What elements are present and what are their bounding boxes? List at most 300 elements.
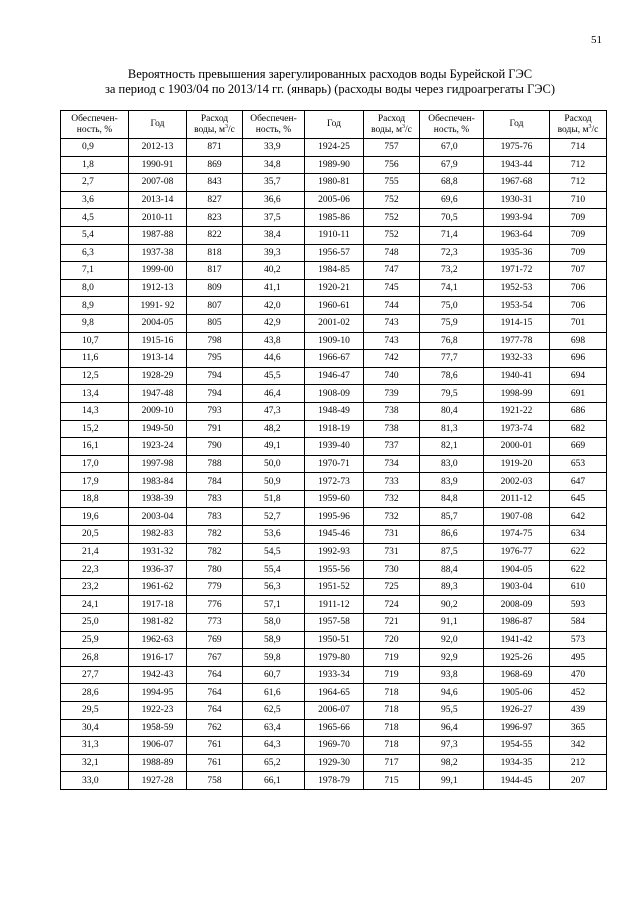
table-row xyxy=(61,332,607,350)
cell-flow: 733 xyxy=(364,473,420,491)
cell-probability: 92,9 xyxy=(420,649,484,667)
cell-flow: 739 xyxy=(364,385,420,403)
cell-year: 1908-09 xyxy=(305,385,364,403)
cell-flow: 805 xyxy=(187,314,243,332)
cell-probability: 57,1 xyxy=(243,596,305,614)
cell-flow: 731 xyxy=(364,526,420,544)
cell-year: 1989-90 xyxy=(305,156,364,174)
cell-probability: 86,6 xyxy=(420,526,484,544)
cell-year: 1990-91 xyxy=(129,156,187,174)
cell-flow: 725 xyxy=(364,578,420,596)
cell-year: 1923-24 xyxy=(129,438,187,456)
cell-flow: 740 xyxy=(364,367,420,385)
cell-flow: 709 xyxy=(550,226,607,244)
cell-probability: 85,7 xyxy=(420,508,484,526)
cell-probability: 72,3 xyxy=(420,244,484,262)
cell-probability: 33,0 xyxy=(61,772,129,790)
table-row xyxy=(61,614,607,632)
cell-flow: 365 xyxy=(550,719,607,737)
cell-flow: 822 xyxy=(187,226,243,244)
cell-year: 1956-57 xyxy=(305,244,364,262)
table-row xyxy=(61,631,607,649)
cell-year: 1954-55 xyxy=(484,737,550,755)
cell-probability: 52,7 xyxy=(243,508,305,526)
cell-year: 1967-68 xyxy=(484,174,550,192)
cell-probability: 25,9 xyxy=(61,631,129,649)
cell-probability: 19,6 xyxy=(61,508,129,526)
cell-flow: 752 xyxy=(364,191,420,209)
table-row xyxy=(61,719,607,737)
cell-flow: 818 xyxy=(187,244,243,262)
cell-year: 1984-85 xyxy=(305,262,364,280)
cell-flow: 817 xyxy=(187,262,243,280)
cell-probability: 80,4 xyxy=(420,402,484,420)
cell-flow: 669 xyxy=(550,438,607,456)
cell-probability: 34,8 xyxy=(243,156,305,174)
cell-year: 1931-32 xyxy=(129,543,187,561)
cell-year: 1968-69 xyxy=(484,666,550,684)
table-row xyxy=(61,402,607,420)
cell-year: 1985-86 xyxy=(305,209,364,227)
cell-flow: 788 xyxy=(187,455,243,473)
page-number: 51 xyxy=(591,34,602,46)
cell-probability: 14,3 xyxy=(61,402,129,420)
table-row xyxy=(61,772,607,790)
cell-year: 1947-48 xyxy=(129,385,187,403)
cell-year: 1929-30 xyxy=(305,754,364,772)
cell-probability: 49,1 xyxy=(243,438,305,456)
cell-year: 1951-52 xyxy=(305,578,364,596)
cell-year: 1914-15 xyxy=(484,314,550,332)
cell-year: 1903-04 xyxy=(484,578,550,596)
cell-probability: 98,2 xyxy=(420,754,484,772)
cell-probability: 46,4 xyxy=(243,385,305,403)
cell-probability: 59,8 xyxy=(243,649,305,667)
table-row xyxy=(61,262,607,280)
cell-probability: 30,4 xyxy=(61,719,129,737)
cell-year: 1953-54 xyxy=(484,297,550,315)
cell-flow: 719 xyxy=(364,649,420,667)
cell-year: 1955-56 xyxy=(305,561,364,579)
header-year: Год xyxy=(129,111,187,139)
cell-probability: 90,2 xyxy=(420,596,484,614)
cell-flow: 780 xyxy=(187,561,243,579)
cell-flow: 701 xyxy=(550,314,607,332)
cell-year: 2013-14 xyxy=(129,191,187,209)
cell-year: 1919-20 xyxy=(484,455,550,473)
cell-probability: 38,4 xyxy=(243,226,305,244)
cell-flow: 761 xyxy=(187,754,243,772)
cell-year: 1907-08 xyxy=(484,508,550,526)
cell-year: 1976-77 xyxy=(484,543,550,561)
cell-flow: 752 xyxy=(364,209,420,227)
cell-year: 1958-59 xyxy=(129,719,187,737)
cell-year: 1979-80 xyxy=(305,649,364,667)
table-row xyxy=(61,737,607,755)
cell-probability: 10,7 xyxy=(61,332,129,350)
header-flow: Расход воды, $м^3/с$ xyxy=(364,111,420,139)
cell-year: 1927-28 xyxy=(129,772,187,790)
cell-year: 1981-82 xyxy=(129,614,187,632)
cell-flow: 622 xyxy=(550,543,607,561)
cell-probability: 73,2 xyxy=(420,262,484,280)
cell-flow: 823 xyxy=(187,209,243,227)
cell-probability: 25,0 xyxy=(61,614,129,632)
cell-flow: 212 xyxy=(550,754,607,772)
cell-flow: 827 xyxy=(187,191,243,209)
cell-flow: 807 xyxy=(187,297,243,315)
cell-probability: 92,0 xyxy=(420,631,484,649)
cell-year: 2002-03 xyxy=(484,473,550,491)
cell-year: 1915-16 xyxy=(129,332,187,350)
cell-probability: 2,7 xyxy=(61,174,129,192)
cell-year: 1934-35 xyxy=(484,754,550,772)
cell-year: 1999-00 xyxy=(129,262,187,280)
table-row xyxy=(61,508,607,526)
cell-probability: 22,3 xyxy=(61,561,129,579)
cell-flow: 758 xyxy=(187,772,243,790)
cell-flow: 794 xyxy=(187,367,243,385)
cell-flow: 764 xyxy=(187,702,243,720)
cell-year: 1910-11 xyxy=(305,226,364,244)
cell-year: 1904-05 xyxy=(484,561,550,579)
cell-probability: 77,7 xyxy=(420,350,484,368)
cell-probability: 7,1 xyxy=(61,262,129,280)
cell-flow: 782 xyxy=(187,543,243,561)
cell-year: 1918-19 xyxy=(305,420,364,438)
table-row xyxy=(61,490,607,508)
cell-year: 1964-65 xyxy=(305,684,364,702)
cell-year: 1995-96 xyxy=(305,508,364,526)
table-row xyxy=(61,385,607,403)
table-row xyxy=(61,209,607,227)
cell-year: 1936-37 xyxy=(129,561,187,579)
cell-flow: 721 xyxy=(364,614,420,632)
cell-probability: 96,4 xyxy=(420,719,484,737)
cell-year: 1905-06 xyxy=(484,684,550,702)
cell-year: 1960-61 xyxy=(305,297,364,315)
cell-year: 2010-11 xyxy=(129,209,187,227)
cell-flow: 764 xyxy=(187,684,243,702)
cell-year: 1945-46 xyxy=(305,526,364,544)
cell-flow: 439 xyxy=(550,702,607,720)
cell-probability: 24,1 xyxy=(61,596,129,614)
cell-year: 2004-05 xyxy=(129,314,187,332)
cell-probability: 65,2 xyxy=(243,754,305,772)
cell-flow: 783 xyxy=(187,508,243,526)
cell-year: 1935-36 xyxy=(484,244,550,262)
cell-year: 1983-84 xyxy=(129,473,187,491)
cell-flow: 495 xyxy=(550,649,607,667)
cell-probability: 50,9 xyxy=(243,473,305,491)
cell-year: 1926-27 xyxy=(484,702,550,720)
cell-year: 1930-31 xyxy=(484,191,550,209)
cell-flow: 783 xyxy=(187,490,243,508)
table-row xyxy=(61,543,607,561)
cell-flow: 584 xyxy=(550,614,607,632)
cell-flow: 756 xyxy=(364,156,420,174)
cell-flow: 610 xyxy=(550,578,607,596)
cell-year: 1973-74 xyxy=(484,420,550,438)
cell-probability: 58,0 xyxy=(243,614,305,632)
table-row xyxy=(61,156,607,174)
header-probability: Обеспечен- ность, % xyxy=(420,111,484,139)
table-row xyxy=(61,455,607,473)
cell-flow: 767 xyxy=(187,649,243,667)
cell-flow: 698 xyxy=(550,332,607,350)
cell-flow: 773 xyxy=(187,614,243,632)
cell-flow: 593 xyxy=(550,596,607,614)
cell-flow: 776 xyxy=(187,596,243,614)
cell-probability: 83,9 xyxy=(420,473,484,491)
cell-probability: 71,4 xyxy=(420,226,484,244)
cell-flow: 712 xyxy=(550,174,607,192)
table-row xyxy=(61,314,607,332)
cell-probability: 48,2 xyxy=(243,420,305,438)
cell-year: 2012-13 xyxy=(129,139,187,157)
cell-year: 1993-94 xyxy=(484,209,550,227)
cell-probability: 8,9 xyxy=(61,297,129,315)
cell-probability: 93,8 xyxy=(420,666,484,684)
cell-year: 1966-67 xyxy=(305,350,364,368)
cell-probability: 51,8 xyxy=(243,490,305,508)
cell-probability: 50,0 xyxy=(243,455,305,473)
cell-probability: 89,3 xyxy=(420,578,484,596)
cell-probability: 74,1 xyxy=(420,279,484,297)
cell-probability: 6,3 xyxy=(61,244,129,262)
cell-probability: 54,5 xyxy=(243,543,305,561)
cell-flow: 718 xyxy=(364,702,420,720)
cell-flow: 682 xyxy=(550,420,607,438)
cell-probability: 44,6 xyxy=(243,350,305,368)
cell-probability: 0,9 xyxy=(61,139,129,157)
cell-year: 1920-21 xyxy=(305,279,364,297)
cell-flow: 793 xyxy=(187,402,243,420)
cell-probability: 61,6 xyxy=(243,684,305,702)
cell-probability: 31,3 xyxy=(61,737,129,755)
cell-flow: 718 xyxy=(364,684,420,702)
table-row xyxy=(61,174,607,192)
cell-flow: 634 xyxy=(550,526,607,544)
cell-probability: 3,6 xyxy=(61,191,129,209)
cell-probability: 53,6 xyxy=(243,526,305,544)
table-row xyxy=(61,438,607,456)
cell-probability: 9,8 xyxy=(61,314,129,332)
cell-probability: 62,5 xyxy=(243,702,305,720)
cell-probability: 78,6 xyxy=(420,367,484,385)
cell-year: 1962-63 xyxy=(129,631,187,649)
cell-probability: 43,8 xyxy=(243,332,305,350)
cell-probability: 40,2 xyxy=(243,262,305,280)
cell-flow: 743 xyxy=(364,332,420,350)
cell-year: 1916-17 xyxy=(129,649,187,667)
cell-probability: 88,4 xyxy=(420,561,484,579)
probability-table xyxy=(60,110,607,790)
table-row xyxy=(61,279,607,297)
cell-probability: 5,4 xyxy=(61,226,129,244)
cell-flow: 769 xyxy=(187,631,243,649)
cell-year: 1952-53 xyxy=(484,279,550,297)
cell-year: 1948-49 xyxy=(305,402,364,420)
cell-probability: 39,3 xyxy=(243,244,305,262)
cell-year: 2001-02 xyxy=(305,314,364,332)
cell-probability: 1,8 xyxy=(61,156,129,174)
cell-flow: 691 xyxy=(550,385,607,403)
cell-flow: 709 xyxy=(550,209,607,227)
cell-flow: 718 xyxy=(364,737,420,755)
cell-flow: 732 xyxy=(364,490,420,508)
cell-flow: 755 xyxy=(364,174,420,192)
cell-probability: 81,3 xyxy=(420,420,484,438)
cell-flow: 694 xyxy=(550,367,607,385)
cell-year: 1921-22 xyxy=(484,402,550,420)
table-row xyxy=(61,420,607,438)
cell-year: 1950-51 xyxy=(305,631,364,649)
table-row xyxy=(61,666,607,684)
cell-year: 1997-98 xyxy=(129,455,187,473)
table-body xyxy=(61,139,607,790)
cell-flow: 207 xyxy=(550,772,607,790)
cell-year: 1978-79 xyxy=(305,772,364,790)
table-row xyxy=(61,578,607,596)
table-row xyxy=(61,596,607,614)
cell-flow: 779 xyxy=(187,578,243,596)
cell-year: 1941-42 xyxy=(484,631,550,649)
cell-year: 1911-12 xyxy=(305,596,364,614)
cell-year: 1925-26 xyxy=(484,649,550,667)
cell-flow: 622 xyxy=(550,561,607,579)
cell-year: 1994-95 xyxy=(129,684,187,702)
cell-flow: 732 xyxy=(364,508,420,526)
cell-flow: 718 xyxy=(364,719,420,737)
cell-flow: 742 xyxy=(364,350,420,368)
cell-year: 1986-87 xyxy=(484,614,550,632)
table-row xyxy=(61,702,607,720)
table-row xyxy=(61,649,607,667)
cell-year: 1972-73 xyxy=(305,473,364,491)
cell-probability: 69,6 xyxy=(420,191,484,209)
cell-year: 1932-33 xyxy=(484,350,550,368)
cell-probability: 70,5 xyxy=(420,209,484,227)
header-flow: Расход воды, $м^3/с$ xyxy=(187,111,243,139)
header-probability: Обеспечен- ность, % xyxy=(61,111,129,139)
cell-flow: 843 xyxy=(187,174,243,192)
cell-probability: 91,1 xyxy=(420,614,484,632)
cell-year: 2011-12 xyxy=(484,490,550,508)
title-line-1: Вероятность превышения зарегулированных расходов воды Бурейской ГЭС xyxy=(127,67,533,81)
cell-year: 2009-10 xyxy=(129,402,187,420)
cell-flow: 470 xyxy=(550,666,607,684)
cell-probability: 27,7 xyxy=(61,666,129,684)
table-row xyxy=(61,561,607,579)
cell-flow: 764 xyxy=(187,666,243,684)
cell-year: 1946-47 xyxy=(305,367,364,385)
cell-flow: 731 xyxy=(364,543,420,561)
cell-probability: 23,2 xyxy=(61,578,129,596)
cell-year: 1928-29 xyxy=(129,367,187,385)
cell-year: 1991- 92 xyxy=(129,297,187,315)
cell-year: 2006-07 xyxy=(305,702,364,720)
cell-year: 1933-34 xyxy=(305,666,364,684)
cell-probability: 28,6 xyxy=(61,684,129,702)
table-row xyxy=(61,684,607,702)
cell-probability: 97,3 xyxy=(420,737,484,755)
cell-probability: 82,1 xyxy=(420,438,484,456)
cell-year: 1906-07 xyxy=(129,737,187,755)
cell-probability: 63,4 xyxy=(243,719,305,737)
cell-flow: 647 xyxy=(550,473,607,491)
cell-year: 1937-38 xyxy=(129,244,187,262)
header-year: Год xyxy=(484,111,550,139)
cell-flow: 744 xyxy=(364,297,420,315)
cell-probability: 87,5 xyxy=(420,543,484,561)
cell-probability: 26,8 xyxy=(61,649,129,667)
cell-flow: 712 xyxy=(550,156,607,174)
cell-probability: 55,4 xyxy=(243,561,305,579)
cell-probability: 79,5 xyxy=(420,385,484,403)
title-line-2: за период с 1903/04 по 2013/14 гг. (январь) (расходы воды через гидроагрегаты ГЭС) xyxy=(104,82,556,96)
cell-probability: 95,5 xyxy=(420,702,484,720)
cell-year: 2003-04 xyxy=(129,508,187,526)
cell-year: 1987-88 xyxy=(129,226,187,244)
cell-year: 1912-13 xyxy=(129,279,187,297)
cell-flow: 709 xyxy=(550,244,607,262)
cell-year: 2007-08 xyxy=(129,174,187,192)
cell-year: 2008-09 xyxy=(484,596,550,614)
header-year: Год xyxy=(305,111,364,139)
cell-flow: 642 xyxy=(550,508,607,526)
cell-probability: 60,7 xyxy=(243,666,305,684)
cell-probability: 66,1 xyxy=(243,772,305,790)
cell-probability: 42,0 xyxy=(243,297,305,315)
cell-flow: 724 xyxy=(364,596,420,614)
cell-probability: 42,9 xyxy=(243,314,305,332)
cell-flow: 747 xyxy=(364,262,420,280)
cell-flow: 573 xyxy=(550,631,607,649)
cell-flow: 720 xyxy=(364,631,420,649)
cell-probability: 32,1 xyxy=(61,754,129,772)
cell-year: 1963-64 xyxy=(484,226,550,244)
cell-year: 1940-41 xyxy=(484,367,550,385)
cell-flow: 795 xyxy=(187,350,243,368)
cell-probability: 21,4 xyxy=(61,543,129,561)
cell-year: 1959-60 xyxy=(305,490,364,508)
cell-year: 1982-83 xyxy=(129,526,187,544)
cell-probability: 18,8 xyxy=(61,490,129,508)
cell-flow: 794 xyxy=(187,385,243,403)
cell-year: 1938-39 xyxy=(129,490,187,508)
cell-probability: 99,1 xyxy=(420,772,484,790)
table-row xyxy=(61,473,607,491)
cell-flow: 757 xyxy=(364,139,420,157)
cell-probability: 68,8 xyxy=(420,174,484,192)
cell-probability: 36,6 xyxy=(243,191,305,209)
cell-probability: 58,9 xyxy=(243,631,305,649)
cell-probability: 13,4 xyxy=(61,385,129,403)
cell-year: 1922-23 xyxy=(129,702,187,720)
cell-probability: 75,0 xyxy=(420,297,484,315)
cell-year: 1909-10 xyxy=(305,332,364,350)
table-row xyxy=(61,191,607,209)
cell-probability: 67,0 xyxy=(420,139,484,157)
table-row xyxy=(61,367,607,385)
cell-flow: 645 xyxy=(550,490,607,508)
cell-probability: 12,5 xyxy=(61,367,129,385)
cell-year: 1924-25 xyxy=(305,139,364,157)
cell-probability: 64,3 xyxy=(243,737,305,755)
cell-year: 1943-44 xyxy=(484,156,550,174)
cell-flow: 342 xyxy=(550,737,607,755)
